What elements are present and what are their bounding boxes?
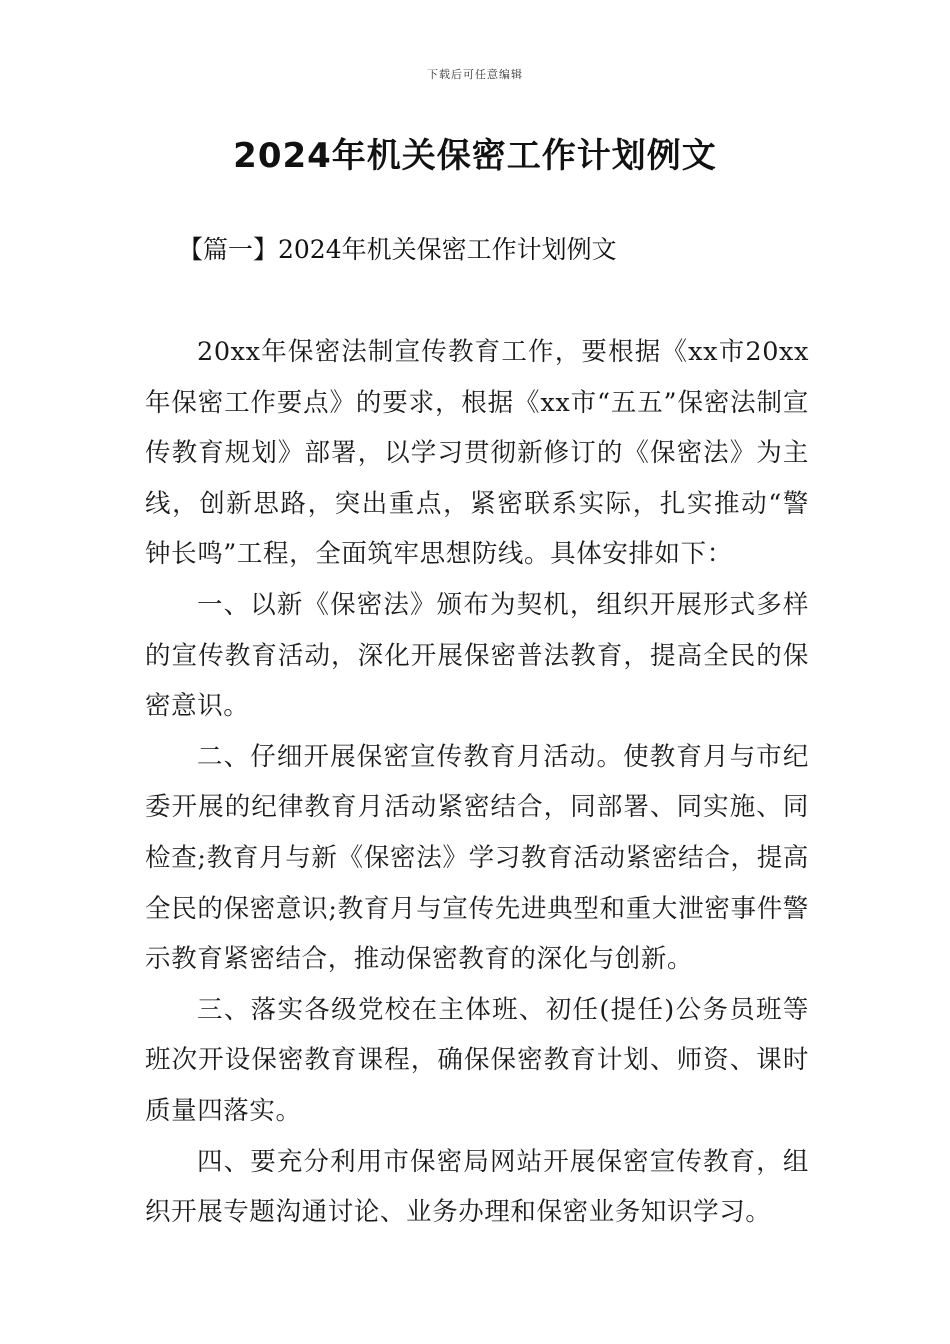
paragraph-item-1: 一、以新《保密法》颁布为契机，组织开展形式多样的宣传教育活动，深化开展保密普法教育，提高全民的保密意识。 xyxy=(145,589,809,722)
section-heading: 【篇一】2024年机关保密工作计划例文 xyxy=(178,235,617,264)
paragraph-intro: 20xx年保密法制宣传教育工作，要根据《xx市20xx年保密工作要点》的要求，根据《xx市“五五”保密法制宣传教育规划》部署，以学习贯彻新修订的《保密法》为主线，创新思路，突出重点，紧密联系实际，扎实推动“警钟长鸣”工程，全面筑牢思想防线。具体安排如下： xyxy=(145,337,809,570)
paragraph-item-4: 四、要充分利用市保密局网站开展保密宣传教育，组织开展专题沟通讨论、业务办理和保密业务知识学习。 xyxy=(145,1146,809,1228)
header-note: 下载后可任意编辑 xyxy=(427,68,523,81)
paragraph-item-3: 三、落实各级党校在主体班、初任(提任)公务员班等班次开设保密教育课程，确保保密教育计划、师资、课时质量四落实。 xyxy=(145,994,809,1126)
document-title: 2024年机关保密工作计划例文 xyxy=(233,136,717,176)
document-body xyxy=(145,327,809,1238)
paragraph-item-2: 二、仔细开展保密宣传教育月活动。使教育月与市纪委开展的纪律教育月活动紧密结合，同部署、同实施、同检查;教育月与新《保密法》学习教育活动紧密结合，提高全民的保密意识;教育月与宣传先进典型和重大泄密事件警示教育紧密结合，推动保密教育的深化与创新。 xyxy=(145,741,809,975)
